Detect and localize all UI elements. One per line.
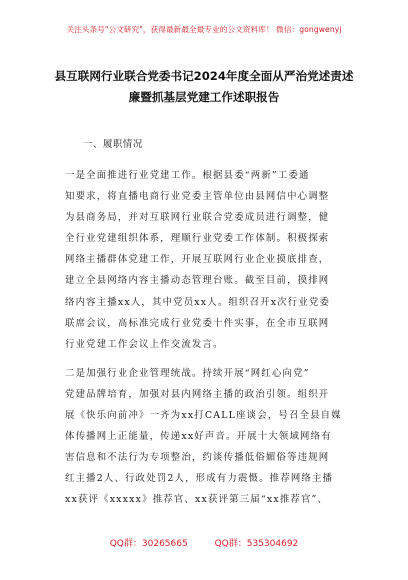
paragraph-line: 建立全县网络内容主播动态管理台账。截至目前，摸排网: [65, 275, 330, 287]
paragraph-line: 展《快乐向前冲》一齐为xx打CALL座谈会，号召全县自媒: [65, 410, 342, 422]
paragraph-line: 全行业党建组织体系，理顺行业党委工作体制。积极探索: [65, 233, 330, 245]
document-title: [40, 66, 368, 108]
footer-qq-group-2: QQ群：535304692: [214, 539, 299, 549]
paragraph-line: 联席会议，高标准完成行业党委十件实事，在全市互联网: [65, 317, 330, 329]
paragraph-line: 为县商务局，并对互联网行业联合党委成员进行调整，健: [65, 212, 330, 224]
paragraph-line: 害信息和不法行为专项整治，约谈传播低俗媚俗等违规网: [65, 452, 330, 464]
paragraph-line: 红主播2人、行政处罚2人，形成有力震慑。推荐网络主播: [65, 473, 334, 485]
section-heading: 一、履职情况: [83, 139, 143, 150]
document-body: [65, 136, 352, 511]
paragraph-1: [65, 165, 352, 355]
paragraph-line: 二是加强行业企业管理统战。持续开展“网红心向党”: [65, 367, 310, 379]
paragraph-line: 体传播网上正能量，传递xx好声音。开展十大领域网络有: [65, 431, 332, 443]
title-line-2: 廉暨抓基层党建工作述职报告: [128, 90, 280, 104]
footer-qq-group-1: QQ群：30265665: [109, 539, 188, 549]
paragraph-line: 知要求，将直播电商行业党委主管单位由县网信中心调整: [65, 191, 330, 203]
paragraph-line: xx获评《xxxxx》推荐官、xx获评第三届“xx推荐官”、: [65, 494, 329, 506]
paragraph-line: 一是全面推进行业党建工作。根据县委“两新”工委通: [65, 170, 310, 181]
top-banner: 关注头条号"公文研究"，获得最新最全最专业的公文资料库！ 微信：gongwenyj: [66, 25, 342, 34]
paragraph-line: 网络主播群体党建工作，开展互联网行业企业摸底排查，: [65, 254, 330, 266]
paragraph-line: 络内容主播xx人，其中党员xx人。组织召开x次行业党委: [65, 296, 331, 308]
paragraph-line: 党建品牌培育，加强对县内网络主播的政治引领。组织开: [65, 388, 330, 400]
paragraph-2: [65, 363, 352, 511]
paragraph-line: 行业党建工作会议上作交流发言。: [65, 338, 224, 350]
title-line-1: 县互联网行业联合党委书记2024年度全面从严治党述责述: [54, 69, 354, 83]
footer-contact: [0, 536, 408, 549]
